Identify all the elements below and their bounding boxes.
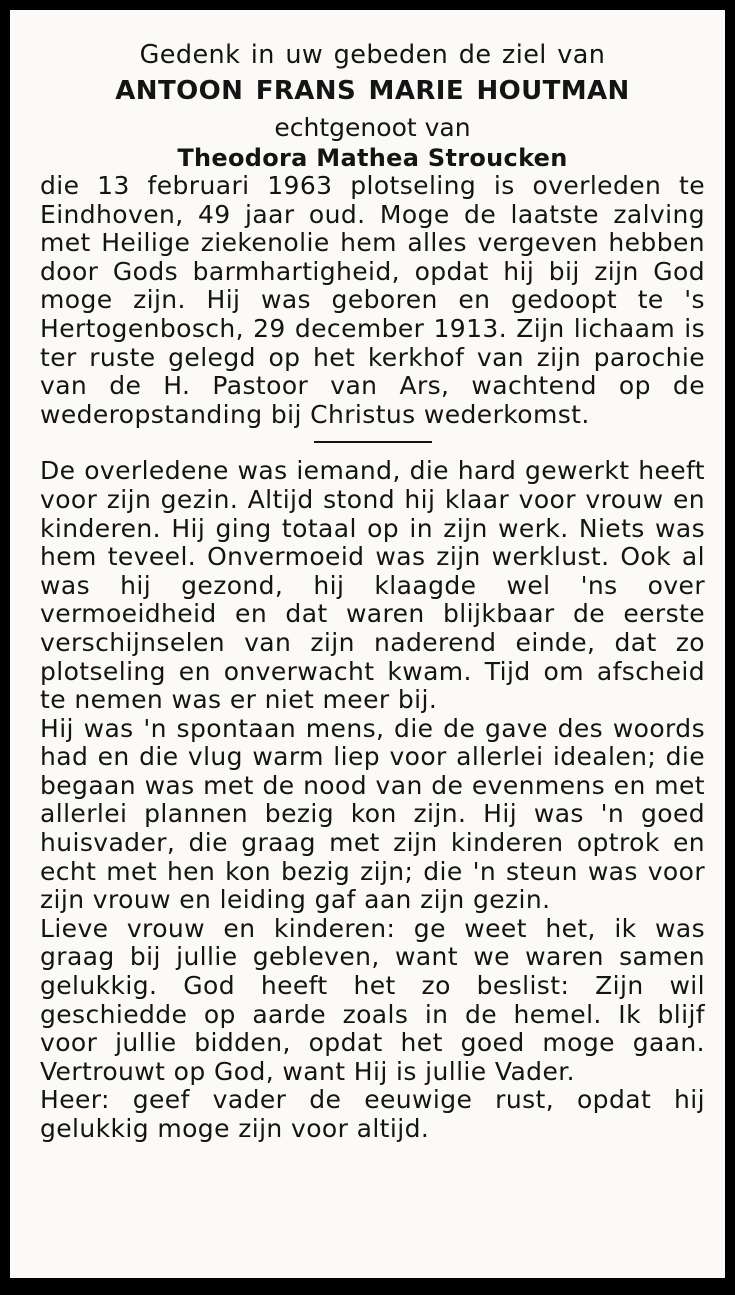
- prayer-paragraph: Heer: geef vader de eeuwige rust, opdat hij gelukkig moge zijn voor altijd.: [40, 1085, 705, 1143]
- family-message-paragraph: Lieve vrouw en kinderen: ge weet het, ik was graag bij jullie gebleven, want we waren samen gelukkig. God heeft het zo beslist: Zijn wil geschiedde op aarde zoals in de hemel. Ik blijf voor jullie bidden, opdat het goed moge gaan. Vertrouwt op God, want Hij is jullie Vader.: [40, 913, 705, 1086]
- biography-paragraph: die 13 februari 1963 plotseling is overleden te Eindhoven, 49 jaar oud. Moge de laatste zalving met Heilige ziekenolie hem alles vergeven hebben door Gods barmhartigheid, opdat hij bij zijn God moge zijn. Hij was geboren en gedoopt te 's Hertogenbosch, 29 december 1913. Zijn lichaam is ter ruste gelegd op het kerkhof van zijn parochie van de H. Pastoor van Ars, wachtend op de wederopstanding bij Christus wederkomst.: [40, 171, 705, 429]
- deceased-name: ANTOON FRANS MARIE HOUTMAN: [115, 76, 630, 106]
- character-paragraph: De overledene was iemand, die hard gewerkt heeft voor zijn gezin. Altijd stond hij klaar voor vrouw en kinderen. Hij ging totaal op in zijn werk. Niets was hem teveel. Onvermoeid was zijn werklust. Ook al was hij gezond, hij klaagde wel 'ns over vermoeidheid en dat waren blijkbaar de eerste verschijnselen van zijn naderend einde, dat zo plotseling en onverwacht kwam. Tijd om afscheid te nemen was er niet meer bij.: [40, 456, 705, 715]
- section-divider: [314, 441, 432, 443]
- memorial-card: [10, 10, 725, 1278]
- spouse-name: Theodora Mathea Stroucken: [177, 144, 568, 172]
- personality-paragraph: Hij was 'n spontaan mens, die de gave des woords had en die vlug warm liep voor allerlei idealen; die begaan was met de nood van de evenmens en met allerlei plannen bezig kon zijn. Hij was 'n goed huisvader, die graag met zijn kinderen optrok en echt met hen kon bezig zijn; die 'n steun was voor zijn vrouw en leiding gaf aan zijn gezin.: [40, 713, 705, 915]
- spouse-label: echtgenoot van: [274, 113, 471, 142]
- intro-line: Gedenk in uw gebeden de ziel van: [139, 40, 606, 70]
